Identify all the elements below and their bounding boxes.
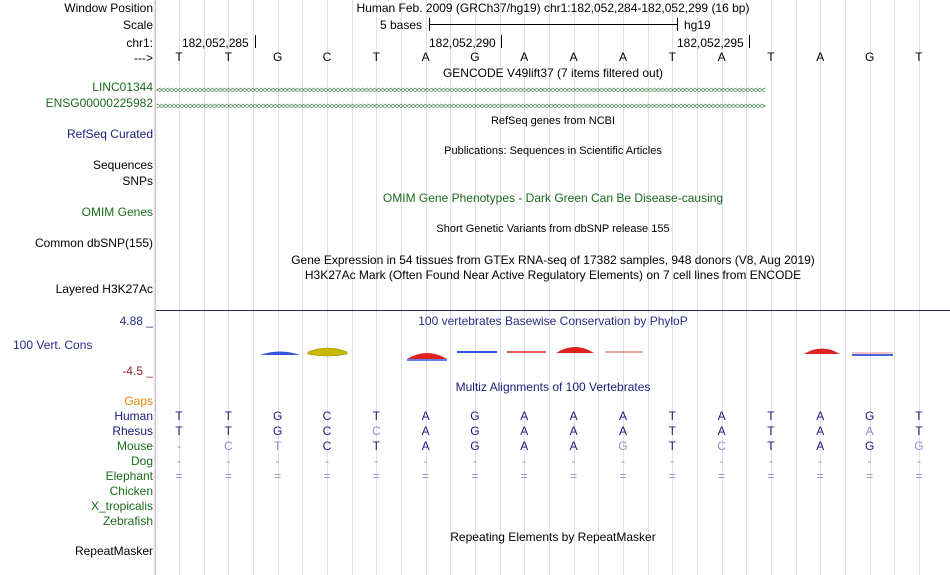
alignment-base: =	[471, 469, 479, 483]
refseq-track-title: RefSeq genes from NCBI	[490, 115, 616, 127]
alignment-base: A	[816, 439, 825, 453]
alignment-base: G	[864, 439, 875, 453]
window-position-label: Window Position	[64, 1, 153, 15]
repeatmasker-track-label[interactable]: RepeatMasker	[74, 544, 153, 558]
alignment-base: C	[322, 409, 332, 423]
alignment-base: -	[275, 454, 280, 468]
ruler-base: A	[618, 50, 627, 64]
dbsnp-track-label[interactable]: Common dbSNP(155)	[34, 236, 153, 250]
alignment-base: T	[224, 424, 232, 438]
gene-feature-ensg00000225982[interactable]: >>>>>>>>>>>>>>>>>>>>>>>>>>>>>>>>>>>>>>>>>>>>>>>>>>>>>>>>>>>>>>>>>>>>>>>>>>>>>>>>>>>>>>>>>>>>>>>>>>>>>>>>>>>>>>>>>>>>>>>>>>>>>>>>>>>>>>>>>>>>>>>>>>>>>>	[156, 101, 765, 108]
alignment-base: -	[522, 454, 527, 468]
alignment-base: A	[421, 424, 430, 438]
species-label-human[interactable]: Human	[114, 409, 153, 423]
scale-label: Scale	[122, 18, 153, 32]
alignment-base: -	[571, 454, 576, 468]
alignment-base: =	[372, 469, 380, 483]
omim-track-title: OMIM Gene Phenotypes - Dark Green Can Be Disease-causing	[382, 191, 724, 205]
alignment-base: C	[223, 439, 233, 453]
alignment-base: G	[864, 409, 875, 423]
alignment-base: -	[423, 454, 428, 468]
alignment-base: C	[717, 439, 726, 453]
alignment-base: G	[914, 439, 924, 453]
phylop-mark	[556, 347, 594, 353]
alignment-base: C	[371, 424, 381, 438]
alignment-base: A	[520, 439, 529, 453]
ruler-base: A	[520, 50, 529, 64]
species-label-zebrafish[interactable]: Zebrafish	[102, 514, 153, 528]
alignment-base: -	[768, 454, 773, 468]
species-label-elephant[interactable]: Elephant	[105, 469, 153, 483]
ruler-base: C	[322, 50, 332, 64]
gene-label-ensg00000225982[interactable]: ENSG00000225982	[45, 96, 153, 110]
alignment-base: A	[717, 424, 726, 438]
alignment-base: T	[767, 439, 775, 453]
ruler-base: A	[569, 50, 578, 64]
alignment-base: C	[322, 439, 332, 453]
publications-track-title: Publications: Sequences in Scientific Articles	[444, 145, 662, 157]
alignment-base: =	[570, 469, 578, 483]
alignment-base: =	[274, 469, 282, 483]
alignment-base: A	[569, 409, 578, 423]
chr-position-3: 182,052,295	[677, 36, 744, 50]
alignment-base: T	[915, 409, 923, 423]
alignment-base: T	[273, 439, 282, 453]
ruler-base: T	[175, 50, 183, 64]
alignment-base: =	[816, 469, 824, 483]
alignment-base: A	[717, 409, 726, 423]
phylop-mark	[308, 348, 347, 356]
ruler-base: T	[915, 50, 923, 64]
gene-feature-linc01344[interactable]: <<<<<<<<<<<<<<<<<<<<<<<<<<<<<<<<<<<<<<<<<<<<<<<<<<<<<<<<<<<<<<<<<<<<<<<<<<<<<<<<<<<<<<<<<<<<<<<<<<<<<<<<<<<<<<<<<<<<<<<<<<<<<<<<<<<<<<<<<<<<<<<<<<<<<<	[156, 85, 765, 92]
alignment-base: A	[520, 409, 529, 423]
species-label-dog[interactable]: Dog	[130, 454, 153, 468]
alignment-base: T	[915, 424, 923, 438]
strand-label: --->	[134, 51, 153, 65]
alignment-base: T	[668, 409, 676, 423]
phylop-min-value: -4.5 _	[122, 364, 153, 378]
alignment-base: A	[816, 409, 825, 423]
alignment-base: A	[618, 409, 627, 423]
alignment-base: T	[668, 439, 676, 453]
gencode-track-title[interactable]: GENCODE V49lift37 (7 items filtered out)	[442, 66, 664, 80]
alignment-base: -	[620, 454, 625, 468]
alignment-base: A	[865, 424, 874, 438]
sequences-track-label[interactable]: Sequences	[92, 158, 153, 172]
alignment-base: G	[470, 439, 480, 453]
omim-track-label[interactable]: OMIM Genes	[81, 205, 153, 219]
alignment-base: =	[767, 469, 775, 483]
ruler-base: G	[864, 50, 875, 64]
alignment-base: -	[818, 454, 823, 468]
alignment-base: A	[569, 439, 578, 453]
gaps-label[interactable]: Gaps	[124, 394, 153, 408]
alignment-base: -	[374, 454, 379, 468]
alignment-base: T	[175, 409, 183, 423]
alignment-base: G	[272, 409, 283, 423]
alignment-base: A	[618, 424, 627, 438]
alignment-base: T	[224, 409, 232, 423]
alignment-base: A	[569, 424, 578, 438]
h3k27ac-track-label[interactable]: Layered H3K27Ac	[55, 282, 153, 296]
alignment-base: A	[421, 439, 430, 453]
alignment-base: =	[866, 469, 874, 483]
chr-position-2: 182,052,290	[429, 36, 496, 50]
refseq-track-label[interactable]: RefSeq Curated	[66, 127, 153, 141]
repeatmasker-track-title: Repeating Elements by RepeatMasker	[450, 530, 656, 544]
window-position-value: Human Feb. 2009 (GRCh37/hg19) chr1:182,052,284-182,052,299 (16 bp)	[356, 1, 750, 15]
snps-track-label[interactable]: SNPs	[122, 174, 153, 188]
alignment-base: =	[915, 469, 923, 483]
ruler-base: T	[668, 50, 676, 64]
phylop-mark	[407, 353, 447, 359]
alignment-base: -	[916, 454, 921, 468]
species-label-rhesus[interactable]: Rhesus	[112, 424, 153, 438]
phylop-track-title: 100 vertebrates Basewise Conservation by PhyloP	[418, 314, 688, 328]
phylop-mark	[260, 352, 300, 356]
scale-assembly: hg19	[684, 18, 711, 32]
alignment-base: C	[322, 424, 332, 438]
ruler-base: A	[816, 50, 825, 64]
alignment-base: G	[618, 439, 628, 453]
alignment-base: -	[177, 439, 181, 453]
alignment-base: -	[867, 454, 872, 468]
alignment-base: =	[422, 469, 430, 483]
alignment-base: T	[372, 409, 380, 423]
scale-text: 5 bases	[380, 18, 423, 32]
alignment-base: T	[372, 439, 380, 453]
alignment-base: T	[175, 424, 183, 438]
ruler-base: T	[224, 50, 232, 64]
alignment-base: A	[816, 424, 825, 438]
dbsnp-track-title: Short Genetic Variants from dbSNP release 155	[436, 223, 670, 235]
phylop-mark	[804, 349, 840, 355]
phylop-max-value: 4.88 _	[119, 314, 153, 328]
ruler-base: G	[272, 50, 283, 64]
species-label-x_tropicalis[interactable]: X_tropicalis	[90, 499, 153, 513]
alignment-base: G	[470, 409, 480, 423]
alignment-base: T	[767, 424, 775, 438]
gtex-track-title: Gene Expression in 54 tissues from GTEx RNA-seq of 17382 samples, 948 donors (V8, Aug 2019)	[291, 253, 815, 267]
ruler-base: A	[421, 50, 430, 64]
alignment-base: =	[175, 469, 183, 483]
alignment-base: A	[520, 424, 529, 438]
ruler-base: T	[767, 50, 775, 64]
alignment-base: G	[272, 424, 283, 438]
alignment-base: T	[668, 424, 676, 438]
chr-position-1: 182,052,285	[182, 36, 249, 50]
alignment-base: -	[226, 454, 231, 468]
gene-label-linc01344[interactable]: LINC01344	[92, 80, 153, 94]
alignment-base: -	[719, 454, 724, 468]
species-label-chicken[interactable]: Chicken	[109, 484, 153, 498]
alignment-base: A	[421, 409, 430, 423]
alignment-base: -	[472, 454, 477, 468]
phylop-track-label[interactable]: 100 Vert. Cons	[13, 338, 93, 352]
chr-label: chr1:	[126, 36, 153, 50]
species-label-mouse[interactable]: Mouse	[116, 439, 153, 453]
alignment-base: -	[670, 454, 675, 468]
ruler-base: T	[372, 50, 380, 64]
alignment-base: =	[718, 469, 726, 483]
ruler-base: A	[717, 50, 726, 64]
multiz-track-title: Multiz Alignments of 100 Vertebrates	[455, 380, 651, 394]
alignment-base: =	[619, 469, 627, 483]
alignment-base: =	[668, 469, 676, 483]
alignment-base: G	[470, 424, 480, 438]
h3k27ac-track-title: H3K27Ac Mark (Often Found Near Active Regulatory Elements) on 7 cell lines from ENCODE	[304, 268, 802, 282]
ruler-base: G	[470, 50, 480, 64]
alignment-base: =	[520, 469, 528, 483]
alignment-base: -	[177, 454, 181, 468]
alignment-base: =	[323, 469, 331, 483]
alignment-base: T	[767, 409, 775, 423]
alignment-base: =	[224, 469, 232, 483]
alignment-base: -	[324, 454, 329, 468]
